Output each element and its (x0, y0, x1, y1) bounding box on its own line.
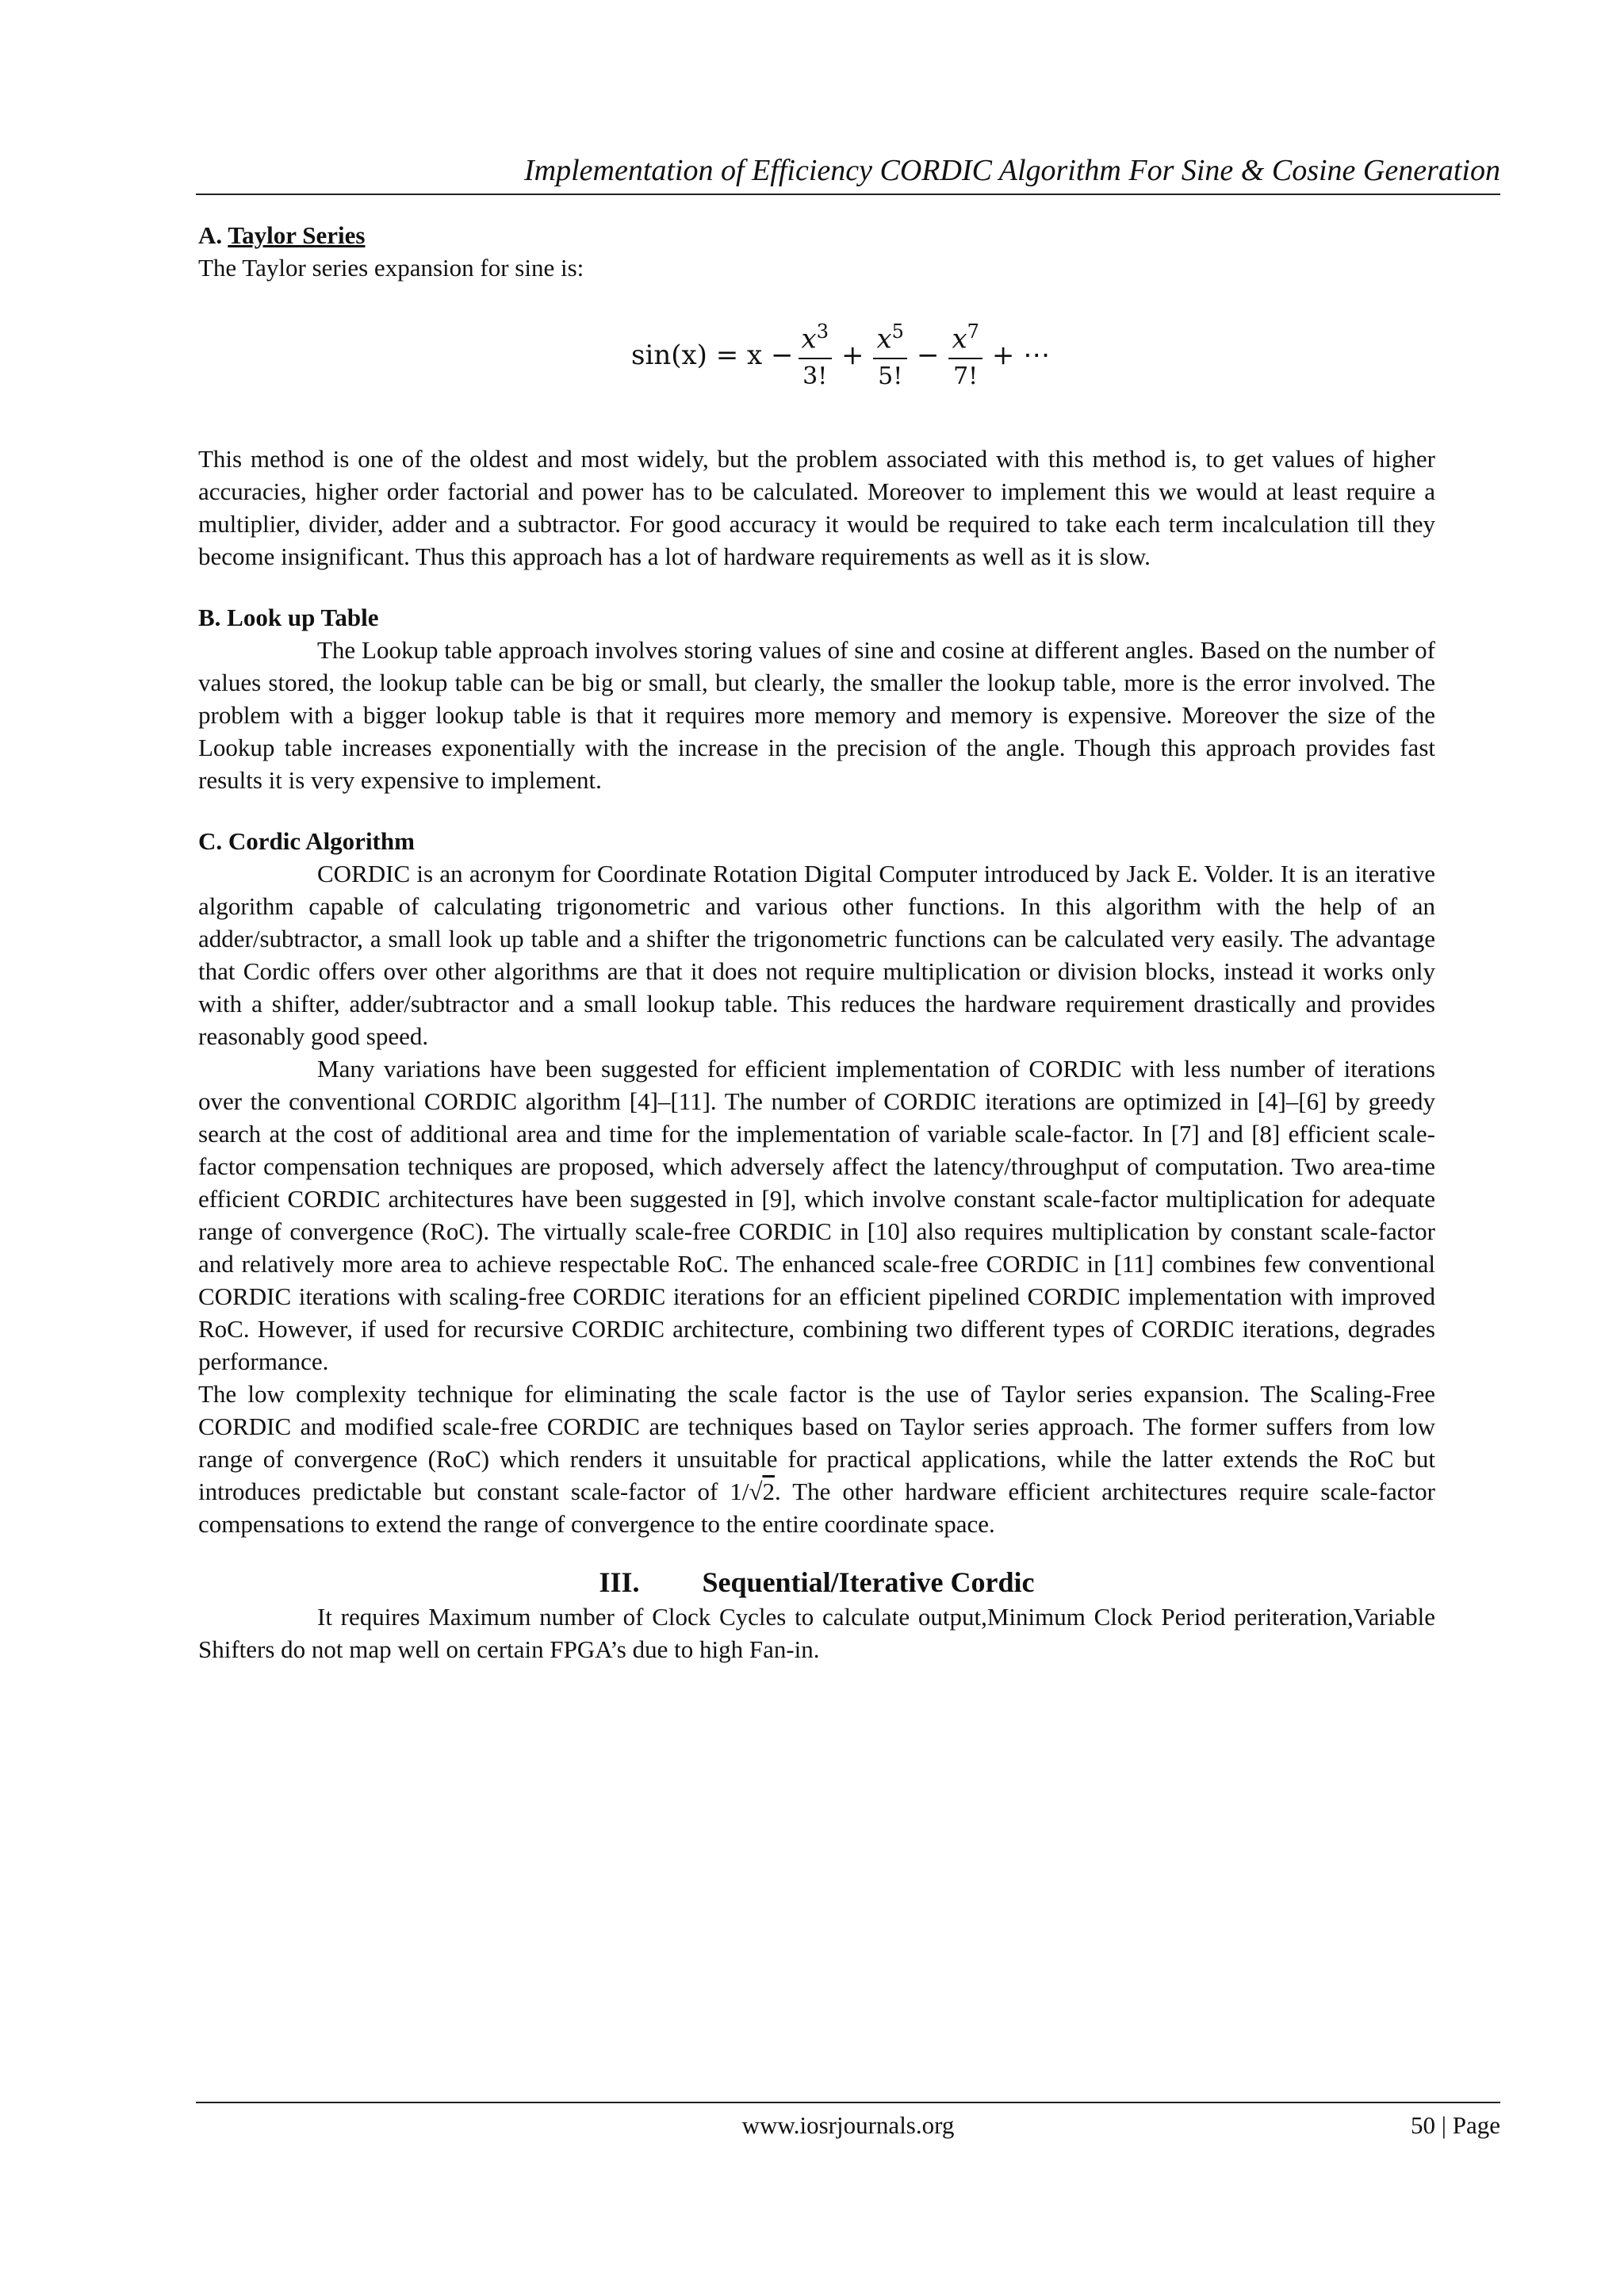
eq-t1-exp: 3 (816, 320, 829, 343)
eq-tail: + ⋯ (991, 339, 1051, 372)
eq-term-3 (948, 320, 982, 390)
footer-rule (196, 2102, 1500, 2103)
eq-t1-num: x (801, 323, 817, 355)
section-iii-title: Sequential/Iterative Cordic (702, 1566, 1035, 1598)
eq-term-1 (799, 320, 832, 390)
section-a-letter: A. (198, 221, 223, 249)
section-iii-number: III. (599, 1566, 640, 1598)
eq-t3-num: x (952, 323, 967, 355)
cordic-para-1: CORDIC is an acronym for Coordinate Rotation Digital Computer introduced by Jack E. Volder. It is an iterative algorithm capable of calculating trigonometric and various other functions. In this algorithm with the help of an adder/subtractor, a small look up table and a shifter the trigonometric functions can be calculated very easily. The advantage that Cordic offers over other algorithms are that it does not require multiplication or division blocks, instead it works only with a shifter, adder/subtractor and a small lookup table. This reduces the hardware requirement drastically and provides reasonably good speed. (198, 860, 1435, 1050)
eq-t3-den: 7! (953, 362, 979, 391)
section-iii-heading (198, 1564, 1435, 1600)
page-body (198, 219, 1435, 1665)
section-a-title: Taylor Series (228, 221, 366, 249)
eq-lhs: sin(x) = x − (631, 339, 794, 372)
header-rule (196, 194, 1500, 195)
eq-t2-exp: 5 (891, 320, 904, 343)
taylor-intro: The Taylor series expansion for sine is: (198, 254, 584, 282)
cordic-para-3 (198, 1378, 1435, 1540)
running-title: Implementation of Efficiency CORDIC Algorithm For Sine & Cosine Generation (524, 154, 1500, 187)
eq-t3-exp: 7 (967, 320, 979, 343)
sequential-body: It requires Maximum number of Clock Cycles to calculate output,Minimum Clock Period periteration,Variable Shifters do not map well on certain FPGA’s due to high Fan-in. (198, 1603, 1435, 1663)
sqrt-two: 2 (762, 1478, 775, 1505)
cordic-para-3-a: The low complexity technique for eliminating the scale factor is the use of Taylor series expansion. The Scaling-Free CORDIC and modified scale-free CORDIC are techniques based on Taylor series approach. The former suffers from low range of convergence (RoC) which renders it unsuitable for practical applications, while the latter extends the RoC but introduces predictable but constant scale-factor of 1/√ (198, 1380, 1435, 1505)
cordic-para-3-b: . The other hardware efficient architectures require scale-factor compensations to extend the range of convergence to the entire coordinate space. (198, 1478, 1435, 1538)
taylor-equation (198, 284, 1435, 443)
section-b-heading: B. Look up Table (198, 604, 379, 631)
lookup-body: The Lookup table approach involves storing values of sine and cosine at different angles. Based on the number of values stored, the lookup table can be big or small, but clearly, the smaller the lookup table, more is the error involved. The problem with a bigger lookup table is that it requires more memory and memory is expensive. Moreover the size of the Lookup table increases exponentially with the increase in the precision of the angle. Though this approach provides fast results it is very expensive to implement. (198, 636, 1435, 794)
eq-t2-num: x (876, 323, 892, 355)
taylor-body: This method is one of the oldest and most widely, but the problem associated with this method is, to get values of higher accuracies, higher order factorial and power has to be calculated. Moreover to implement this we would at least require a multiplier, divider, adder and a subtractor. For good accuracy it would be required to take each term incalculation till they become insignificant. Thus this approach has a lot of hardware requirements as well as it is slow. (198, 445, 1435, 570)
journal-url: www.iosrjournals.org (741, 2111, 955, 2139)
section-c-heading: C. Cordic Algorithm (198, 827, 415, 855)
page-number: 50 | Page (1411, 2111, 1500, 2139)
eq-t2-den: 5! (878, 362, 903, 391)
cordic-para-2: Many variations have been suggested for efficient implementation of CORDIC with less number of iterations over the conventional CORDIC algorithm [4]–[11]. The number of CORDIC iterations are optimized in [4]–[6] by greedy search at the cost of additional area and time for the implementation of variable scale-factor. In [7] and [8] efficient scale-factor compensation techniques are proposed, which adversely affect the latency/throughput of computation. Two area-time efficient CORDIC architectures have been suggested in [9], which involve constant scale-factor multiplication for adequate range of convergence (RoC). The virtually scale-free CORDIC in [10] also requires multiplication by constant scale-factor and relatively more area to achieve respectable RoC. The enhanced scale-free CORDIC in [11] combines few conventional CORDIC iterations with scaling-free CORDIC iterations for an efficient pipelined CORDIC implementation with improved RoC. However, if used for recursive CORDIC architecture, combining two different types of CORDIC iterations, degrades performance. (198, 1055, 1435, 1375)
eq-op-1: + (841, 339, 864, 372)
eq-t1-den: 3! (802, 362, 828, 391)
section-a-heading (198, 219, 1435, 251)
eq-op-2: − (916, 339, 940, 372)
eq-term-2 (873, 320, 906, 390)
